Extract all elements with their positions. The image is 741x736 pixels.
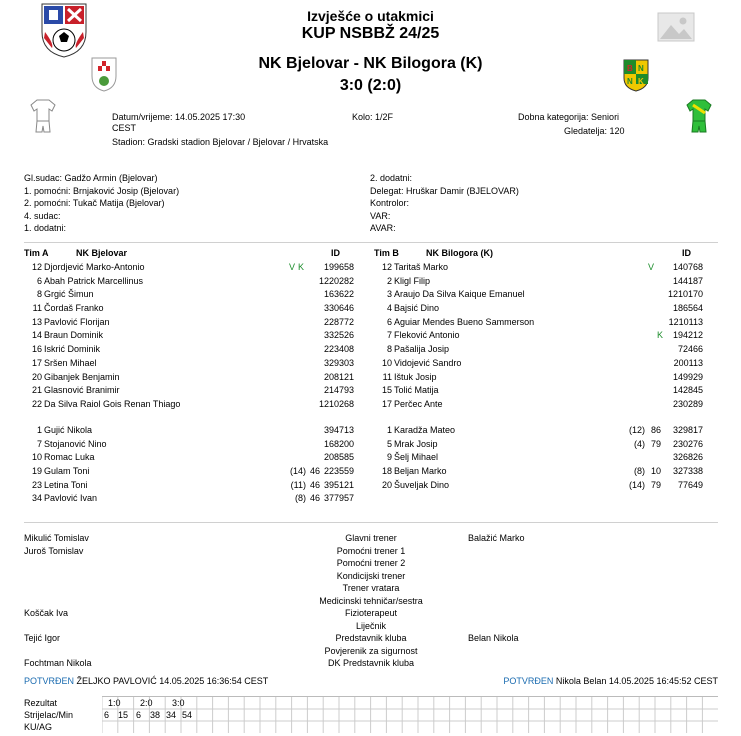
replaced-player: (14) [628, 479, 645, 490]
player-name: Šuveljak Dino [394, 479, 450, 490]
stats-label: Rezultat [24, 698, 58, 708]
away-kit-icon [686, 99, 712, 137]
player-id: 163622 [323, 289, 354, 300]
team-a-substitutes [24, 425, 364, 507]
captain-mark: V [648, 262, 655, 272]
official-line: 1. dodatni: [24, 223, 67, 233]
player-id: 230276 [672, 438, 703, 449]
player-id: 329817 [672, 425, 703, 435]
player-id: 208121 [323, 371, 354, 382]
replaced-player: (4) [634, 438, 645, 449]
staff-role: Trener vratara [342, 583, 400, 593]
player-row [374, 289, 718, 303]
player-row [24, 372, 364, 386]
player-row [24, 358, 364, 372]
player-row [24, 385, 364, 399]
staff-home-name: Mikulić Tomislav [24, 533, 89, 543]
player-number: 10 [381, 357, 392, 368]
player-id: 230289 [672, 398, 703, 409]
player-row [374, 317, 718, 331]
player-id: 208585 [323, 452, 354, 463]
staff-role: Glavni trener [345, 533, 397, 543]
player-id: 1210170 [667, 289, 703, 300]
player-number: 10 [31, 452, 42, 463]
staff-row [24, 608, 718, 621]
match-title: NK Bjelovar - NK Bilogora (K) [258, 55, 483, 72]
substitute-row [374, 425, 718, 439]
staff-home-name: Koščak Iva [24, 608, 69, 618]
player-number: 6 [36, 275, 42, 286]
player-id: 223559 [323, 466, 354, 477]
player-id: 327338 [672, 466, 703, 477]
player-id: 326826 [672, 452, 703, 463]
player-number: 11 [382, 371, 392, 382]
player-id: 377957 [323, 493, 354, 504]
player-name: Kligl Filip [394, 275, 431, 286]
team-b-substitutes [374, 425, 718, 493]
team-b-label: Tim B [374, 248, 399, 258]
player-row [374, 385, 718, 399]
player-row [24, 399, 364, 413]
sub-minute: 46 [309, 466, 320, 477]
team-a-name: NK Bjelovar [76, 248, 128, 258]
staff-role: Pomoćni trener 2 [336, 558, 406, 568]
substitute-row [24, 439, 364, 453]
player-id: 142845 [672, 385, 703, 396]
captain-mark: K [298, 262, 305, 272]
player-name: Šelj Mihael [394, 452, 439, 463]
player-name: Romac Luka [44, 452, 95, 463]
match-score: 3:0 (2:0) [339, 77, 402, 94]
confirmation-away [503, 676, 718, 686]
player-row [374, 303, 718, 317]
player-row [24, 344, 364, 358]
substitute-row [374, 452, 718, 466]
player-number: 18 [381, 466, 392, 477]
player-name: Tolić Matija [394, 385, 439, 396]
substitute-row [374, 480, 718, 494]
player-row [374, 372, 718, 386]
player-name: Taritaš Marko [394, 262, 449, 272]
player-number: 8 [36, 289, 42, 300]
sub-minute: 10 [650, 466, 661, 477]
scorer-cell: 34 [166, 710, 177, 720]
player-id: 1210113 [668, 316, 703, 327]
player-number: 19 [31, 466, 42, 477]
captain-mark: K [657, 330, 664, 341]
player-number: 17 [31, 357, 42, 368]
official-line: 2. pomoćni: Tukač Matija (Bjelovar) [24, 198, 165, 208]
player-number: 16 [31, 344, 42, 355]
player-row [24, 276, 364, 290]
report-title: Izvješće o utakmici [307, 8, 434, 24]
staff-row [24, 533, 718, 546]
player-id: 1210268 [318, 398, 354, 409]
player-number: 12 [381, 262, 392, 272]
result-cell: 1:0 [108, 698, 121, 708]
scorer-cell: 15 [118, 710, 129, 720]
scorer-cell: 6 [104, 710, 110, 720]
staff-row [24, 658, 718, 671]
player-row [24, 303, 364, 317]
player-number: 7 [36, 438, 42, 449]
stats-grid [102, 696, 718, 733]
staff-row [24, 558, 718, 571]
confirmed-text: Nikola Belan 14.05.2025 16:45:52 CEST [555, 676, 718, 686]
player-id: 140768 [672, 262, 703, 272]
player-id: 329303 [323, 357, 354, 368]
player-name: Iskrić Dominik [44, 344, 101, 355]
staff-role: Fizioterapeut [344, 608, 398, 618]
player-row [374, 344, 718, 358]
replaced-player: (12) [628, 425, 645, 435]
player-id: 200113 [673, 357, 703, 368]
official-line: 1. pomoćni: Brnjaković Josip (Bjelovar) [24, 185, 180, 196]
replaced-player: (8) [295, 493, 306, 504]
official-line: Kontrolor: [370, 198, 410, 208]
staff-row [24, 571, 718, 584]
substitute-row [24, 425, 364, 439]
confirmed-text: ŽELJKO PAVLOVIĆ 14.05.2025 16:36:54 CEST [76, 676, 269, 686]
team-b-starters [374, 262, 718, 413]
staff-row [24, 621, 718, 634]
player-name: Pašalija Josip [394, 344, 450, 355]
player-name: Ištuk Josip [394, 371, 437, 382]
player-name: Da Silva Raiol Gois Renan Thiago [44, 398, 181, 409]
player-name: Perčec Ante [394, 398, 443, 409]
substitute-row [24, 452, 364, 466]
player-number: 34 [31, 493, 42, 504]
player-number: 1 [36, 425, 42, 435]
substitute-row [24, 466, 364, 480]
svg-text:K: K [638, 77, 644, 86]
player-number: 17 [381, 398, 392, 409]
staff-row [24, 633, 718, 646]
player-row [374, 262, 718, 276]
player-name: Bajsić Dino [394, 303, 440, 314]
confirmed-label: POTVRĐEN [24, 676, 75, 686]
player-id: 394713 [323, 425, 354, 435]
staff-away-name: Belan Nikola [468, 633, 519, 643]
player-row [24, 289, 364, 303]
player-number: 6 [386, 316, 392, 327]
official-line: Gl.sudac: Gadžo Armin (Bjelovar) [24, 173, 158, 183]
player-row [374, 399, 718, 413]
player-id: 77649 [677, 479, 703, 490]
match-round: Kolo: 1/2F [352, 112, 394, 122]
staff-role: Pomoćni trener 1 [336, 545, 406, 556]
player-name: Abah Patrick Marcellinus [44, 275, 144, 286]
scorer-cell: 38 [150, 710, 161, 720]
staff-role: Predstavnik kluba [335, 633, 407, 643]
player-id: 168200 [323, 438, 354, 449]
sub-minute: 46 [309, 479, 320, 490]
player-row [374, 330, 718, 344]
player-row [374, 276, 718, 290]
player-row [374, 358, 718, 372]
player-name: Gibanjek Benjamin [44, 371, 120, 382]
official-line: VAR: [370, 210, 391, 221]
player-name: Gujić Nikola [44, 425, 93, 435]
substitute-row [24, 480, 364, 494]
player-id: 223408 [323, 344, 354, 355]
stadium: Stadion: Gradski stadion Bjelovar / Bjelovar / Hrvatska [112, 137, 329, 147]
player-id: 144187 [672, 275, 703, 286]
team-a-starters [24, 262, 364, 413]
staff-home-name: Fochtman Nikola [24, 658, 92, 668]
player-number: 21 [31, 385, 42, 396]
player-number: 1 [386, 425, 392, 435]
stats-label: KU/AG [24, 722, 53, 732]
player-number: 3 [386, 289, 392, 300]
player-id: 214793 [323, 385, 354, 396]
player-name: Grgić Šimun [44, 289, 94, 300]
official-line: AVAR: [370, 223, 396, 233]
substitute-row [374, 466, 718, 480]
age-category: Dobna kategorija: Seniori [518, 112, 620, 122]
sub-minute: 46 [309, 493, 320, 504]
staff-role: Kondicijski trener [336, 570, 406, 581]
player-name: Djordjević Marko-Antonio [44, 262, 145, 272]
confirmed-label: POTVRĐEN [503, 676, 554, 686]
player-name: Karadža Mateo [394, 425, 456, 435]
sub-minute: 79 [650, 438, 661, 449]
player-number: 7 [386, 330, 392, 341]
player-id: 72466 [677, 344, 703, 355]
official-line: 4. sudac: [24, 210, 61, 221]
player-name: Sršen Mihael [44, 357, 97, 368]
player-name: Aguiar Mendes Bueno Sammerson [394, 316, 535, 327]
player-id: 149929 [672, 371, 703, 382]
player-name: Letina Toni [44, 479, 88, 490]
staff-away-name: Balažić Marko [468, 533, 525, 543]
player-name: Araujo Da Silva Kaique Emanuel [394, 289, 525, 300]
player-name: Beljan Marko [394, 466, 447, 477]
staff-role: DK Predstavnik kluba [327, 658, 415, 668]
player-number: 4 [386, 303, 392, 314]
player-name: Braun Dominik [44, 330, 104, 341]
confirmation-home [24, 676, 268, 686]
svg-text:N: N [638, 64, 644, 73]
substitute-row [24, 493, 364, 507]
player-number: 11 [32, 303, 42, 314]
scorer-cell: 54 [182, 710, 193, 720]
player-id: 199658 [323, 262, 354, 272]
scorer-cell: 6 [136, 710, 142, 720]
player-number: 22 [31, 398, 42, 409]
player-name: Stojanović Nino [44, 438, 107, 449]
player-number: 8 [386, 344, 392, 355]
staff-row [24, 583, 718, 596]
player-number: 14 [31, 330, 42, 341]
officials-right [370, 172, 519, 235]
replaced-player: (11) [290, 479, 306, 490]
player-id: 186564 [672, 303, 703, 314]
stats-label: Strijelac/Min [24, 710, 74, 720]
player-number: 13 [31, 316, 42, 327]
staff-row [24, 546, 718, 559]
player-name: Čordaš Franko [44, 303, 104, 314]
player-number: 20 [381, 479, 392, 490]
player-name: Glasnović Branimir [44, 385, 120, 396]
result-cell: 2:0 [140, 698, 153, 708]
substitute-row [374, 439, 718, 453]
player-row [24, 262, 364, 276]
player-row [24, 330, 364, 344]
player-name: Pavlović Florijan [44, 316, 110, 327]
staff-role: Liječnik [355, 620, 386, 631]
replaced-player: (14) [289, 466, 306, 477]
staff-row [24, 596, 718, 609]
player-number: 12 [31, 262, 42, 272]
result-cell: 3:0 [172, 698, 185, 708]
player-name: Mrak Josip [394, 438, 438, 449]
sub-minute: 86 [650, 425, 661, 435]
match-datetime: Datum/vrijeme: 14.05.2025 17:30 [112, 112, 246, 122]
competition-title: KUP NSBBŽ 24/25 [301, 25, 440, 42]
staff-role: Povjerenik za sigurnost [324, 645, 418, 656]
official-line: 2. dodatni: [370, 173, 413, 183]
team-a-id-header: ID [331, 248, 340, 258]
sub-minute: 79 [650, 479, 661, 490]
team-a-label: Tim A [24, 248, 49, 258]
captain-mark: V [289, 262, 296, 272]
attendance: Gledatelja: 120 [564, 126, 625, 136]
player-id: 330646 [323, 303, 354, 314]
player-name: Gulam Toni [44, 466, 90, 477]
player-number: 15 [381, 385, 392, 396]
player-name: Pavlović Ivan [44, 493, 98, 504]
player-id: 332526 [323, 330, 354, 341]
player-number: 9 [386, 452, 392, 463]
team-b-name: NK Bilogora (K) [426, 248, 493, 258]
player-name: Vidojević Sandro [394, 357, 462, 368]
player-number: 2 [386, 275, 392, 286]
replaced-player: (8) [634, 466, 645, 477]
staff-row [24, 646, 718, 659]
svg-text:B: B [627, 64, 633, 73]
player-id: 228772 [323, 316, 354, 327]
player-row [24, 317, 364, 331]
home-kit-icon [30, 99, 56, 137]
staff-section [24, 533, 718, 671]
svg-text:N: N [627, 77, 633, 86]
match-timezone: CEST [112, 123, 137, 133]
staff-role: Medicinski tehničar/sestra [319, 595, 423, 606]
official-line: Delegat: Hruškar Damir (BJELOVAR) [370, 185, 519, 196]
player-number: 20 [31, 371, 42, 382]
player-id: 1220282 [318, 275, 354, 286]
staff-home-name: Juroš Tomislav [24, 545, 84, 556]
player-name: Fleković Antonio [394, 330, 460, 341]
officials-left [24, 172, 179, 235]
team-b-id-header: ID [682, 248, 691, 258]
player-number: 23 [31, 479, 42, 490]
stats-row-labels [24, 697, 73, 733]
player-id: 395121 [323, 479, 354, 490]
player-number: 5 [386, 438, 392, 449]
staff-home-name: Tejić Igor [24, 633, 61, 643]
player-id: 194212 [672, 330, 703, 341]
